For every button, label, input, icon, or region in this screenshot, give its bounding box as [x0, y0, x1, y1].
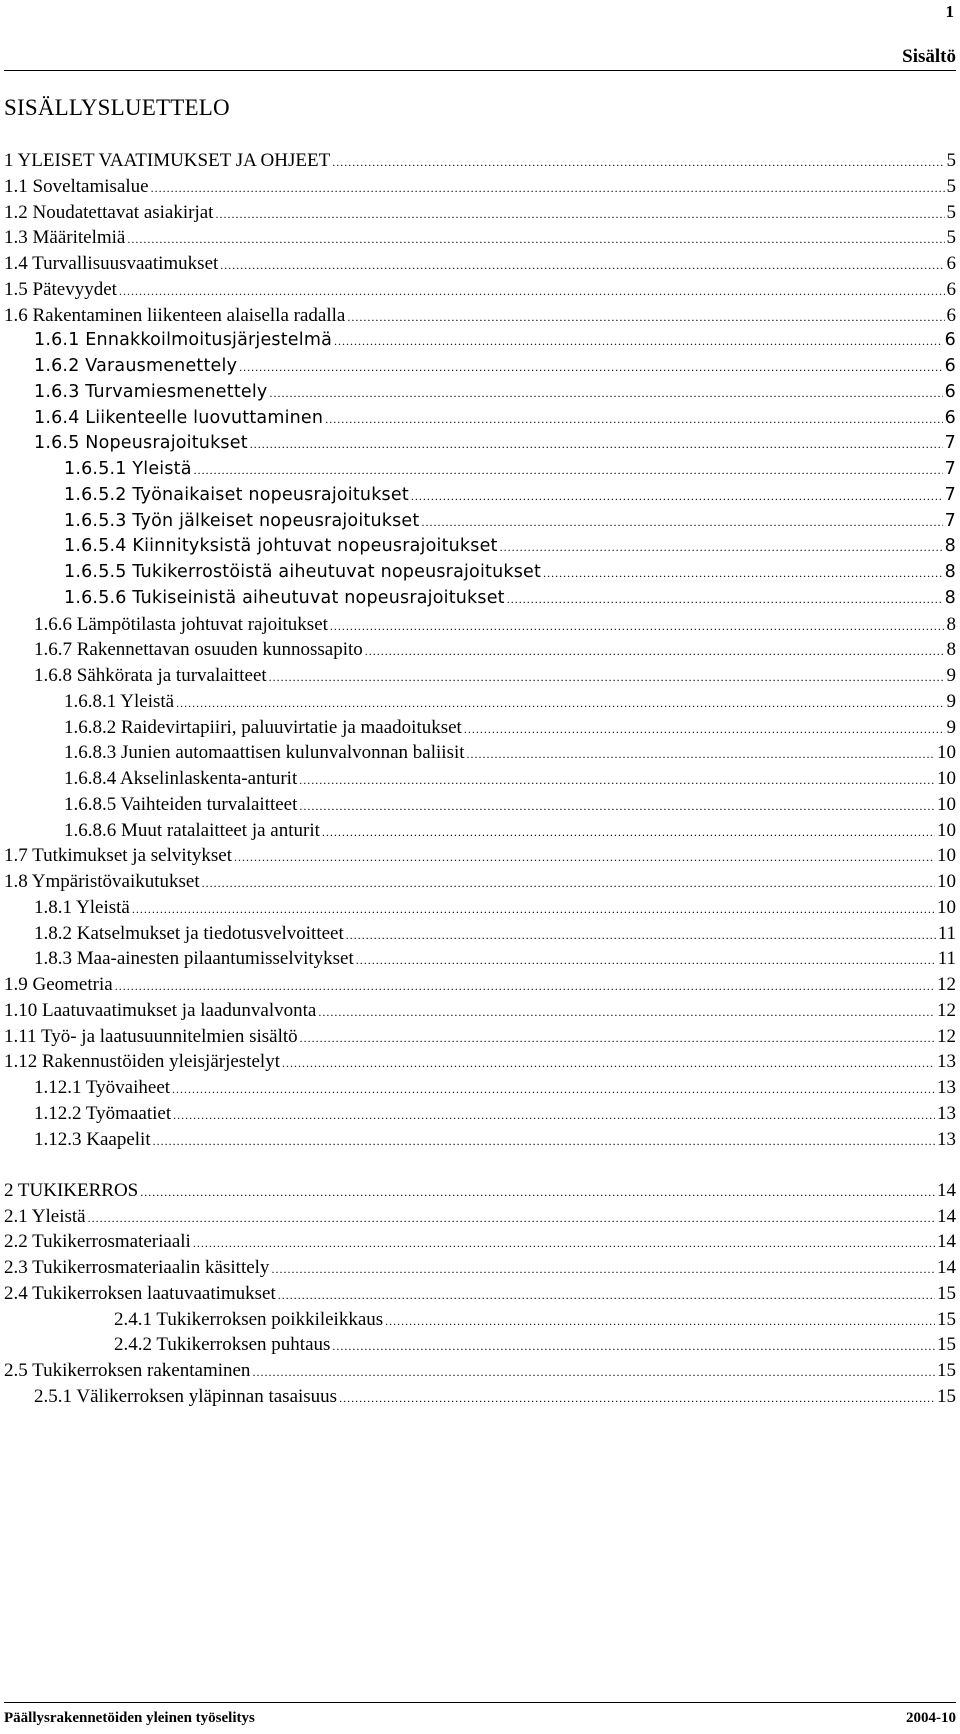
toc-leader-dots	[325, 407, 942, 433]
toc-entry-label: 1.6.8.3 Junien automaattisen kulunvalvonnan baliisit	[64, 742, 465, 764]
toc-entry[interactable]	[4, 251, 956, 277]
toc-leader-dots	[194, 458, 943, 484]
toc-entry-page: 13	[937, 1102, 956, 1124]
toc-entry-label: 2.5.1 Välikerroksen yläpinnan tasaisuus	[34, 1385, 338, 1407]
toc-leader-dots	[269, 665, 945, 691]
toc-entry-label: 1.6.6 Lämpötilasta johtuvat rajoitukset	[34, 613, 328, 635]
toc-leader-dots	[299, 768, 935, 794]
toc-entry[interactable]	[4, 637, 956, 663]
toc-entry-label: 1.6.5.4 Kiinnityksistä johtuvat nopeusrajoitukset	[64, 536, 498, 557]
toc-entry-page: 11	[937, 948, 956, 970]
toc-entry-page: 15	[937, 1282, 956, 1304]
toc-entry[interactable]	[4, 895, 956, 921]
footer-date: 2004-10	[906, 1710, 956, 1726]
toc-leader-dots	[467, 742, 935, 768]
toc-entry[interactable]	[4, 612, 956, 638]
toc-entry-label: 1.11 Työ- ja laatusuunnitelmien sisältö	[4, 1025, 298, 1047]
toc-entry-label: 2.1 Yleistä	[4, 1205, 86, 1227]
toc-leader-dots	[172, 1077, 935, 1103]
toc-entry-page: 14	[937, 1257, 956, 1278]
toc-entry-label: 2 TUKIKERROS	[4, 1179, 139, 1201]
toc-entry[interactable]	[4, 1075, 956, 1101]
toc-entry-page: 15	[937, 1308, 956, 1330]
toc-entry-label: 2.4 Tukikerroksen laatuvaatimukset	[4, 1282, 276, 1304]
toc-entry-page: 9	[946, 665, 956, 686]
toc-entry-label: 1.10 Laatuvaatimukset ja laadunvalvonta	[4, 999, 317, 1021]
toc-entry[interactable]	[4, 689, 956, 715]
footer-document-name: Päällysrakennetöiden yleinen työselitys	[4, 1710, 255, 1726]
toc-entry-page: 14	[937, 1179, 956, 1201]
toc-entry[interactable]	[4, 406, 956, 432]
toc-leader-dots	[282, 1051, 935, 1077]
toc-entry[interactable]	[4, 534, 956, 560]
toc-entry[interactable]	[4, 1204, 956, 1230]
toc-entry[interactable]	[4, 1127, 956, 1153]
toc-entry-page: 9	[946, 690, 956, 712]
toc-entry-page: 8	[944, 562, 956, 582]
toc-entry-label: 1.6.5.6 Tukiseinistä aiheutuvat nopeusrajoitukset	[64, 587, 505, 608]
toc-entry[interactable]	[4, 277, 956, 303]
toc-leader-dots	[151, 176, 945, 202]
toc-entry-page: 6	[946, 278, 956, 300]
toc-entry[interactable]	[4, 998, 956, 1024]
toc-entry-page: 12	[937, 999, 956, 1021]
toc-leader-dots	[153, 1129, 935, 1155]
toc-entry[interactable]	[4, 715, 956, 741]
toc-entry[interactable]	[4, 483, 956, 509]
toc-entry-label: 1.6.7 Rakennettavan osuuden kunnossapito	[34, 639, 363, 661]
toc-entry-label: 1 YLEISET VAATIMUKSET JA OHJEET	[4, 150, 331, 171]
toc-leader-dots	[365, 639, 945, 665]
toc-entry-page: 7	[944, 510, 956, 531]
toc-entry[interactable]	[4, 148, 956, 174]
toc-entry[interactable]	[4, 586, 956, 612]
toc-entry[interactable]	[4, 1024, 956, 1050]
toc-entry[interactable]	[4, 1178, 956, 1204]
toc-leader-dots	[346, 923, 936, 949]
toc-entry[interactable]	[4, 972, 956, 998]
toc-entry-page: 15	[937, 1360, 956, 1381]
toc-entry-page: 14	[937, 1231, 956, 1253]
toc-entry[interactable]	[4, 560, 956, 586]
toc-entry-label: 1.12.3 Kaapelit	[34, 1128, 151, 1150]
toc-leader-dots	[356, 948, 936, 974]
toc-entry-page: 12	[937, 1025, 956, 1047]
toc-leader-dots	[173, 1103, 935, 1129]
toc-leader-dots	[215, 202, 944, 228]
toc-entry[interactable]	[4, 663, 956, 689]
toc-leader-dots	[234, 845, 935, 871]
toc-entry-page: 10	[937, 768, 956, 789]
toc-leader-dots	[250, 432, 943, 458]
toc-entry-page: 7	[944, 484, 956, 505]
toc-entry-page: 12	[937, 974, 956, 995]
toc-entry-label: 1.6.5.1 Yleistä	[64, 459, 192, 479]
toc-entry[interactable]	[4, 1229, 956, 1255]
toc-entry[interactable]	[4, 200, 956, 226]
toc-entry-label: 1.6.5 Nopeusrajoitukset	[34, 433, 248, 454]
toc-entry[interactable]	[4, 380, 956, 406]
toc-leader-dots	[332, 150, 944, 176]
toc-leader-dots	[269, 381, 942, 407]
toc-leader-dots	[132, 897, 935, 923]
toc-entry-label: 1.6.8.5 Vaihteiden turvalaitteet	[64, 793, 298, 815]
toc-leader-dots	[347, 305, 944, 331]
toc-entry-label: 1.8.3 Maa-ainesten pilaantumisselvitykset	[34, 948, 354, 970]
toc-entry-page: 9	[946, 716, 956, 738]
toc-leader-dots	[176, 691, 944, 717]
toc-entry-label: 1.1 Soveltamisalue	[4, 175, 149, 197]
toc-entry-page: 5	[946, 175, 956, 197]
toc-entry[interactable]	[4, 457, 956, 483]
toc-leader-dots	[115, 974, 935, 1000]
toc-entry-page: 6	[944, 356, 956, 376]
toc-entry-label: 1.6.5.2 Työnaikaiset nopeusrajoitukset	[64, 484, 409, 505]
toc-entry-label: 1.6.1 Ennakkoilmoitusjärjestelmä	[34, 330, 333, 351]
toc-entry-label: 1.6.8.6 Muut ratalaitteet ja anturit	[64, 819, 320, 841]
toc-entry[interactable]	[4, 225, 956, 251]
toc-leader-dots	[271, 1257, 935, 1283]
toc-leader-dots	[421, 510, 942, 536]
toc-entry-page: 6	[944, 407, 956, 428]
toc-leader-dots	[322, 820, 935, 846]
toc-entry[interactable]	[4, 1255, 956, 1281]
toc-entry-label: 1.6.5.5 Tukikerrostöistä aiheutuvat nopeusrajoitukset	[64, 562, 542, 582]
toc-entry[interactable]	[4, 843, 956, 869]
toc-leader-dots	[500, 535, 943, 561]
toc-entry[interactable]	[4, 1332, 956, 1358]
toc-entry-label: 1.6.8.4 Akselinlaskenta-anturit	[64, 768, 298, 789]
toc-leader-dots	[239, 355, 943, 381]
toc-entry[interactable]	[4, 354, 956, 380]
toc-entry-page: 13	[937, 1077, 956, 1098]
toc-entry-label: 2.4.2 Tukikerroksen puhtaus	[114, 1334, 331, 1356]
toc-entry-label: 1.6.4 Liikenteelle luovuttaminen	[34, 407, 324, 428]
document-title: SISÄLLYSLUETTELO	[4, 95, 230, 120]
toc-entry-page: 8	[946, 639, 956, 661]
toc-entry[interactable]	[4, 1307, 956, 1333]
toc-leader-dots	[140, 1180, 935, 1206]
toc-leader-dots	[202, 871, 935, 897]
toc-entry-label: 1.4 Turvallisuusvaatimukset	[4, 253, 219, 274]
toc-leader-dots	[119, 279, 945, 305]
toc-entry-label: 1.6.8 Sähkörata ja turvalaitteet	[34, 665, 267, 686]
toc-entry-label: 1.6.2 Varausmenettely	[34, 356, 238, 376]
toc-leader-dots	[127, 227, 944, 253]
page-number: 1	[945, 2, 954, 21]
toc-entry-page: 13	[937, 1128, 956, 1150]
toc-leader-dots	[318, 1000, 935, 1026]
toc-entry-label: 1.12.2 Työmaatiet	[34, 1102, 172, 1124]
toc-entry-label: 2.2 Tukikerrosmateriaali	[4, 1231, 191, 1253]
toc-leader-dots	[334, 329, 943, 355]
toc-entry-label: 2.3 Tukikerrosmateriaalin käsittely	[4, 1257, 270, 1278]
toc-entry[interactable]	[4, 1384, 956, 1410]
toc-entry-label: 1.8 Ympäristövaikutukset	[4, 871, 200, 892]
footer-rule	[4, 1702, 956, 1703]
toc-entry[interactable]	[4, 740, 956, 766]
toc-entry-label: 1.7 Tutkimukset ja selvitykset	[4, 845, 233, 867]
toc-entry[interactable]	[4, 431, 956, 457]
toc-entry-page: 5	[946, 227, 956, 249]
toc-entry-label: 1.6 Rakentaminen liikenteen alaisella radalla	[4, 304, 346, 326]
toc-entry-label: 1.8.2 Katselmukset ja tiedotusvelvoitteet	[34, 922, 344, 944]
toc-entry-page: 11	[937, 922, 956, 944]
toc-entry-page: 6	[944, 330, 956, 351]
toc-leader-dots	[88, 1206, 935, 1232]
toc-entry[interactable]	[4, 1281, 956, 1307]
toc-entry-page: 15	[937, 1334, 956, 1356]
toc-entry-page: 10	[937, 742, 956, 764]
toc-entry[interactable]	[4, 303, 956, 329]
toc-entry-page: 10	[937, 845, 956, 867]
toc-entry-page: 5	[946, 150, 956, 171]
toc-entry-label: 1.6.5.3 Työn jälkeiset nopeusrajoitukset	[64, 510, 420, 531]
toc-entry-page: 14	[937, 1205, 956, 1227]
toc-entry-page: 10	[937, 896, 956, 918]
toc-leader-dots	[299, 794, 935, 820]
toc-entry[interactable]	[4, 328, 956, 354]
toc-entry-page: 6	[946, 304, 956, 326]
toc-entry-page: 7	[944, 459, 956, 479]
toc-entry-label: 1.12.1 Työvaiheet	[34, 1077, 171, 1098]
toc-entry-label: 1.9 Geometria	[4, 974, 113, 995]
toc-entry-page: 15	[937, 1385, 956, 1407]
toc-entry-label: 2.4.1 Tukikerroksen poikkileikkaus	[114, 1308, 384, 1330]
toc-entry-page: 10	[937, 819, 956, 841]
toc-entry-label: 1.6.8.1 Yleistä	[64, 690, 175, 712]
toc-leader-dots	[330, 614, 945, 640]
toc-leader-dots	[464, 717, 945, 743]
toc-entry-label: 1.5 Pätevyydet	[4, 278, 117, 300]
toc-entry-label: 1.3 Määritelmiä	[4, 227, 126, 249]
toc-entry-label: 1.12 Rakennustöiden yleisjärjestelyt	[4, 1051, 280, 1073]
toc-leader-dots	[220, 253, 944, 279]
toc-entry[interactable]	[4, 1101, 956, 1127]
toc-entry-page: 8	[944, 536, 956, 557]
toc-entry[interactable]	[4, 174, 956, 200]
toc-entry[interactable]	[4, 509, 956, 535]
toc-entry-page: 5	[946, 201, 956, 223]
toc-leader-dots	[543, 561, 943, 587]
toc-leader-dots	[193, 1231, 935, 1257]
toc-entry[interactable]	[4, 946, 956, 972]
toc-leader-dots	[332, 1334, 935, 1360]
toc-entry-page: 8	[944, 587, 956, 608]
toc-entry-label: 1.8.1 Yleistä	[34, 896, 130, 918]
toc-leader-dots	[385, 1309, 935, 1335]
toc-entry[interactable]	[4, 1049, 956, 1075]
toc-entry-page: 10	[937, 871, 956, 892]
toc-entry[interactable]	[4, 766, 956, 792]
toc-leader-dots	[278, 1283, 935, 1309]
toc-entry-page: 6	[944, 381, 956, 402]
toc-leader-dots	[300, 1026, 935, 1052]
toc-leader-dots	[339, 1386, 935, 1412]
toc-entry[interactable]	[4, 818, 956, 844]
toc-entry-page: 8	[946, 613, 956, 635]
toc-entry[interactable]	[4, 792, 956, 818]
toc-entry-label: 2.5 Tukikerroksen rakentaminen	[4, 1360, 251, 1381]
toc-entry-page: 7	[944, 433, 956, 454]
toc-entry-page: 6	[946, 253, 956, 274]
toc-entry[interactable]	[4, 869, 956, 895]
header-rule	[4, 70, 956, 71]
toc-entry-page: 10	[937, 793, 956, 815]
toc-entry[interactable]	[4, 1358, 956, 1384]
toc-entry[interactable]	[4, 921, 956, 947]
toc-leader-dots	[252, 1360, 935, 1386]
toc-entry-label: 1.6.8.2 Raidevirtapiiri, paluuvirtatie ja maadoitukset	[64, 716, 462, 738]
toc-entry-label: 1.6.3 Turvamiesmenettely	[34, 381, 268, 402]
running-header-section: Sisältö	[902, 46, 956, 67]
toc-leader-dots	[507, 587, 943, 613]
table-of-contents	[4, 148, 956, 1410]
toc-leader-dots	[411, 484, 943, 510]
toc-entry-label: 1.2 Noudatettavat asiakirjat	[4, 201, 214, 223]
toc-entry-page: 13	[937, 1051, 956, 1073]
